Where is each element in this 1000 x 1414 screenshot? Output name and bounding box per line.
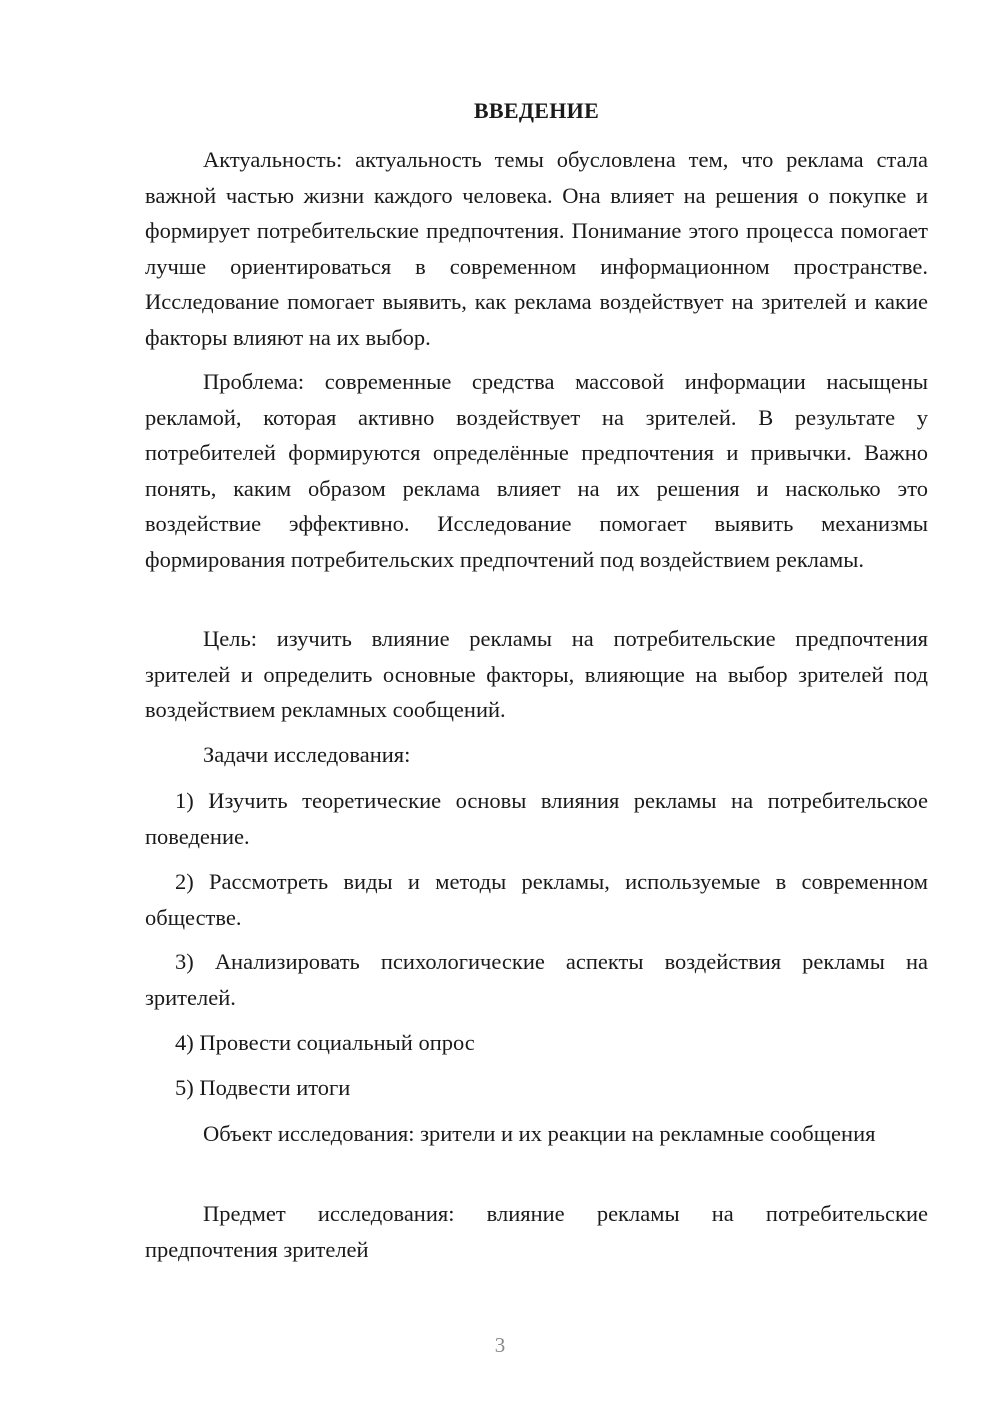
task-item-5: 5) Подвести итоги: [175, 1075, 351, 1100]
paragraph-goal: Цель: изучить влияние рекламы на потребительские предпочтения зрителей и определить основные факторы, влияющие на выбор зрителей под воздействием рекламных сообщений.: [145, 626, 928, 722]
task-item-1: 1) Изучить теоретические основы влияния рекламы на потребительское поведение.: [145, 788, 928, 849]
paragraph-subject: Предмет исследования: влияние рекламы на потребительские предпочтения зрителей: [145, 1201, 928, 1262]
paragraph-relevance: Актуальность: актуальность темы обусловлена тем, что реклама стала важной частью жизни каждого человека. Она влияет на решения о покупке и формирует потребительские предпочтения. Понимание этого процесса помогает лучше ориентироваться в современном информационном пространстве. Исследование помогает выявить, как реклама воздействует на зрителей и какие факторы влияют на их выбор.: [145, 147, 928, 350]
tasks-heading: Задачи исследования:: [203, 742, 411, 767]
paragraph-object: Объект исследования: зрители и их реакции на рекламные сообщения: [203, 1121, 876, 1146]
task-item-2: 2) Рассмотреть виды и методы рекламы, используемые в современном обществе.: [145, 869, 928, 930]
paragraph-problem: Проблема: современные средства массовой информации насыщены рекламой, которая активно воздействует на зрителей. В результате у потребителей формируются определённые предпочтения и привычки. Важно понять, каким образом реклама влияет на их решения и насколько это воздействие эффективно. Исследование помогает выявить механизмы формирования потребительских предпочтений под воздействием рекламы.: [145, 369, 928, 572]
section-title: ВВЕДЕНИЕ: [473, 98, 600, 123]
page-number: 3: [494, 1333, 506, 1357]
task-item-4: 4) Провести социальный опрос: [175, 1030, 475, 1055]
task-item-3: 3) Анализировать психологические аспекты воздействия рекламы на зрителей.: [145, 949, 928, 1010]
